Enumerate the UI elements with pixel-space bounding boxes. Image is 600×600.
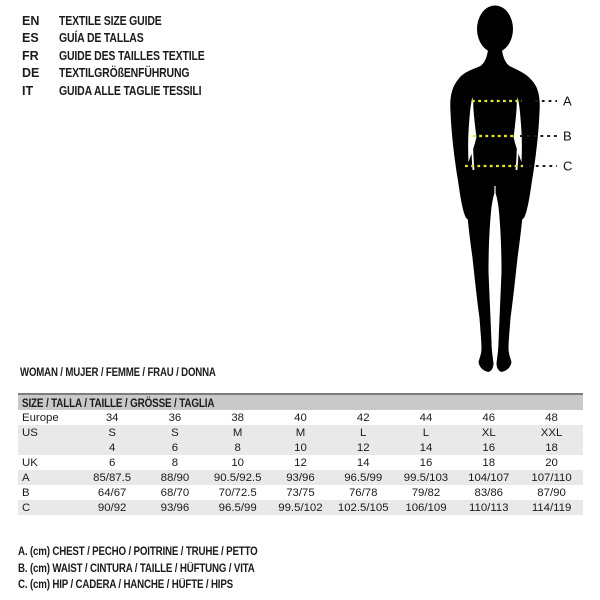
row-label: A bbox=[18, 470, 81, 485]
language-label: GUÍA DE TALLAS bbox=[59, 31, 144, 46]
language-code: FR bbox=[22, 48, 39, 63]
language-code: DE bbox=[22, 66, 40, 81]
size-cell: M bbox=[206, 425, 269, 440]
group-title bbox=[20, 367, 253, 379]
measurement-legend bbox=[18, 544, 303, 594]
language-row bbox=[22, 13, 232, 30]
size-cell: 85/87.5 bbox=[81, 470, 144, 485]
size-cell: 12 bbox=[332, 440, 395, 455]
size-cell: 83/86 bbox=[474, 486, 503, 499]
table-row bbox=[18, 470, 583, 485]
size-cell: 36 bbox=[168, 411, 182, 424]
table-row bbox=[18, 425, 583, 440]
size-cell: 14 bbox=[356, 456, 370, 469]
size-cell: XXL bbox=[520, 425, 583, 440]
table-header-cell bbox=[18, 394, 583, 410]
size-cell: 76/78 bbox=[348, 486, 378, 499]
size-cell: 90.5/92.5 bbox=[206, 470, 269, 485]
size-cell: 102.5/105 bbox=[332, 500, 395, 515]
legend-text: A. (cm) CHEST / PECHO / POITRINE / TRUHE / PETTO bbox=[18, 545, 258, 558]
size-cell: 38 bbox=[231, 411, 245, 424]
size-cell: 79/82 bbox=[411, 486, 441, 499]
table-row bbox=[18, 485, 583, 500]
size-cell: 107/110 bbox=[520, 470, 583, 485]
row-label: B bbox=[22, 486, 30, 499]
size-cell: 18 bbox=[482, 456, 496, 469]
language-label: GUIDE DES TAILLES TEXTILE bbox=[59, 48, 205, 63]
size-cell: 6 bbox=[144, 440, 207, 455]
marker-letter: C bbox=[563, 158, 573, 174]
legend-row bbox=[18, 544, 303, 561]
size-cell: S bbox=[81, 425, 144, 440]
size-cell: 73/75 bbox=[286, 486, 315, 499]
row-label: C bbox=[18, 500, 81, 515]
size-cell: 4 bbox=[81, 440, 144, 455]
size-cell: 87/90 bbox=[537, 486, 566, 499]
size-cell: 6 bbox=[108, 456, 116, 469]
language-row bbox=[22, 65, 232, 82]
language-label: GUIDA ALLE TAGLIE TESSILI bbox=[59, 83, 202, 98]
language-code: ES bbox=[22, 31, 39, 46]
size-cell: 20 bbox=[545, 456, 558, 469]
row-label bbox=[18, 440, 81, 455]
legend-row bbox=[18, 561, 303, 578]
marker-letter: A bbox=[563, 93, 572, 109]
size-cell: 93/96 bbox=[269, 470, 332, 485]
size-cell: 110/113 bbox=[457, 500, 520, 515]
size-cell: 90/92 bbox=[81, 500, 144, 515]
language-label: TEXTILE SIZE GUIDE bbox=[59, 14, 162, 28]
language-row bbox=[22, 30, 232, 47]
size-cell: S bbox=[144, 425, 207, 440]
size-cell: 14 bbox=[395, 440, 458, 455]
table-row bbox=[18, 440, 583, 455]
marker-letter: B bbox=[563, 128, 572, 144]
group-title-text: WOMAN / MUJER / FEMME / FRAU / DONNA bbox=[20, 367, 216, 379]
size-cell: L bbox=[332, 425, 395, 440]
size-cell: 93/96 bbox=[144, 500, 207, 515]
size-cell: 8 bbox=[171, 456, 179, 469]
language-code: EN bbox=[22, 14, 40, 28]
size-cell: 99.5/102 bbox=[269, 500, 332, 515]
size-cell: 48 bbox=[545, 411, 558, 424]
size-cell: 42 bbox=[356, 411, 370, 424]
size-cell: 96.5/99 bbox=[332, 470, 395, 485]
size-cell: 64/67 bbox=[97, 486, 127, 499]
size-cell: 104/107 bbox=[457, 470, 520, 485]
table-header-row bbox=[18, 394, 583, 410]
size-cell: 16 bbox=[457, 440, 520, 455]
legend-text: B. (cm) WAIST / CINTURA / TAILLE / HÜFTUNG / VITA bbox=[18, 561, 255, 575]
size-cell: 99.5/103 bbox=[395, 470, 458, 485]
size-cell: 10 bbox=[231, 456, 245, 469]
size-cell: L bbox=[395, 425, 458, 440]
size-cell: 8 bbox=[206, 440, 269, 455]
row-label: UK bbox=[22, 456, 38, 469]
size-cell: 88/90 bbox=[144, 470, 207, 485]
size-cell: 18 bbox=[520, 440, 583, 455]
woman-silhouette-icon bbox=[425, 0, 600, 378]
row-label: Europe bbox=[22, 411, 59, 424]
size-cell: 46 bbox=[482, 411, 496, 424]
language-label: TEXTILGRÖßENFÜHRUNG bbox=[59, 66, 190, 81]
size-cell: 114/119 bbox=[520, 500, 583, 515]
language-list bbox=[22, 13, 232, 100]
size-cell: 106/109 bbox=[395, 500, 458, 515]
size-cell: 34 bbox=[105, 411, 119, 424]
row-label: US bbox=[18, 425, 81, 440]
size-cell: 16 bbox=[419, 456, 433, 469]
silhouette-head bbox=[477, 6, 513, 53]
size-cell: 44 bbox=[419, 411, 433, 424]
size-cell: 12 bbox=[294, 456, 307, 469]
size-cell: XL bbox=[457, 425, 520, 440]
size-cell: 70/72.5 bbox=[218, 486, 257, 499]
language-row bbox=[22, 83, 232, 100]
table-row bbox=[18, 500, 583, 515]
figure-area bbox=[425, 0, 600, 378]
table-row bbox=[18, 410, 583, 425]
size-table bbox=[18, 393, 583, 515]
silhouette-body bbox=[450, 46, 539, 372]
silhouette-arm-gap-right bbox=[517, 100, 519, 170]
language-code: IT bbox=[22, 83, 34, 98]
size-cell: 40 bbox=[294, 411, 307, 424]
language-row bbox=[22, 48, 232, 65]
size-cell: M bbox=[269, 425, 332, 440]
legend-row bbox=[18, 577, 303, 594]
size-cell: 68/70 bbox=[160, 486, 190, 499]
table-row bbox=[18, 455, 583, 470]
legend-text: C. (cm) HIP / CADERA / HANCHE / HÜFTE / HIPS bbox=[18, 578, 234, 592]
table-header-text: SIZE / TALLA / TAILLE / GRÖSSE / TAGLIA bbox=[22, 395, 215, 410]
size-cell: 96.5/99 bbox=[206, 500, 269, 515]
size-cell: 10 bbox=[269, 440, 332, 455]
